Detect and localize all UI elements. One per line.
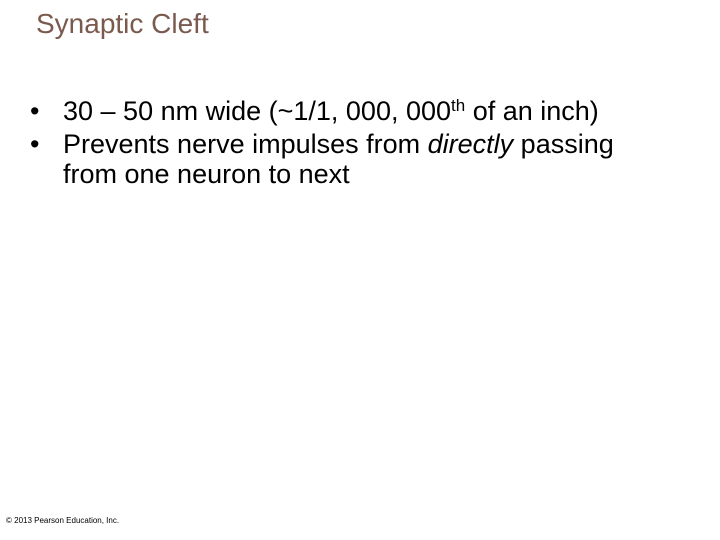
emphasis-text: directly (427, 129, 514, 159)
copyright-notice: © 2013 Pearson Education, Inc. (6, 516, 120, 525)
bullet-marker: • (30, 96, 40, 126)
bullet-text: Prevents nerve impulses from (63, 129, 428, 159)
bullet-marker: • (30, 129, 40, 159)
bullet-text: 30 – 50 nm wide (~1/1, 000, 000 (63, 96, 452, 126)
slide-title: Synaptic Cleft (36, 8, 209, 39)
bullet-list (30, 96, 650, 192)
bullet-text: of an inch) (465, 96, 599, 126)
bullet-item (30, 96, 650, 126)
bullet-item (30, 129, 650, 189)
bullet-text: passing from one neuron to next (63, 129, 614, 189)
superscript-text: th (451, 96, 466, 115)
